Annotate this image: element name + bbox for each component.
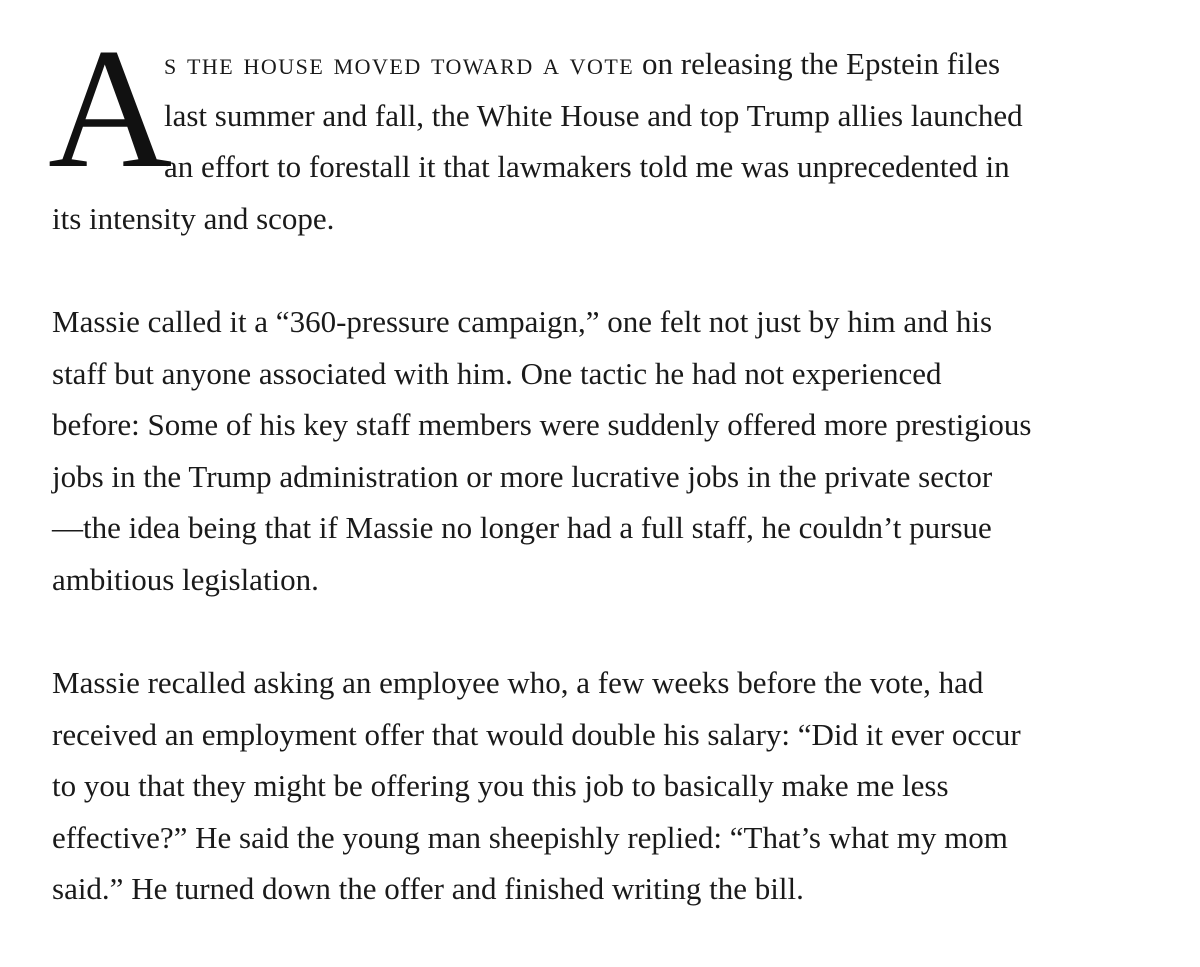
paragraph-2-line: Massie called it a “360-pressure campaign,” one felt not just by him and his <box>52 304 993 339</box>
paragraph-2-line: before: Some of his key staff members were suddenly offered more prestigious <box>52 407 1032 442</box>
paragraph-1-line-3: an effort to forestall it that lawmakers told me was unprecedented in <box>164 149 1010 184</box>
article-body <box>48 14 1132 967</box>
paragraph-1 <box>48 14 1132 244</box>
paragraph-2-line: —the idea being that if Massie no longer had a full staff, he couldn’t pursue <box>52 510 992 545</box>
paragraph-2-line: jobs in the Trump administration or more lucrative jobs in the private sector <box>52 458 993 494</box>
paragraph-3 <box>52 657 1132 915</box>
paragraph-3-line: said.” He turned down the offer and finished writing the bill. <box>52 871 804 906</box>
paragraph-2-line: staff but anyone associated with him. One tactic he had not experienced <box>52 355 942 391</box>
paragraph-1-line-4: its intensity and scope. <box>52 200 335 236</box>
lead-in-small-caps: s the house moved toward a vote <box>164 46 635 81</box>
paragraph-1-line-1-rest: on releasing the Epstein files <box>634 46 1001 81</box>
paragraph-3-line: effective?” He said the young man sheepishly replied: “That’s what my mom <box>52 819 1008 855</box>
paragraph-3-line: Massie recalled asking an employee who, a few weeks before the vote, had <box>52 665 984 700</box>
drop-cap: A <box>48 14 171 204</box>
paragraph-2-line: ambitious legislation. <box>52 561 319 597</box>
paragraph-3-line: to you that they might be offering you this job to basically make me less <box>52 768 949 803</box>
paragraph-3-line: received an employment offer that would double his salary: “Did it ever occur <box>52 716 1021 752</box>
paragraph-1-line-2: last summer and fall, the White House and top Trump allies launched <box>164 97 1023 133</box>
paragraph-1-line-1 <box>52 38 1132 90</box>
paragraph-2 <box>52 296 1132 605</box>
